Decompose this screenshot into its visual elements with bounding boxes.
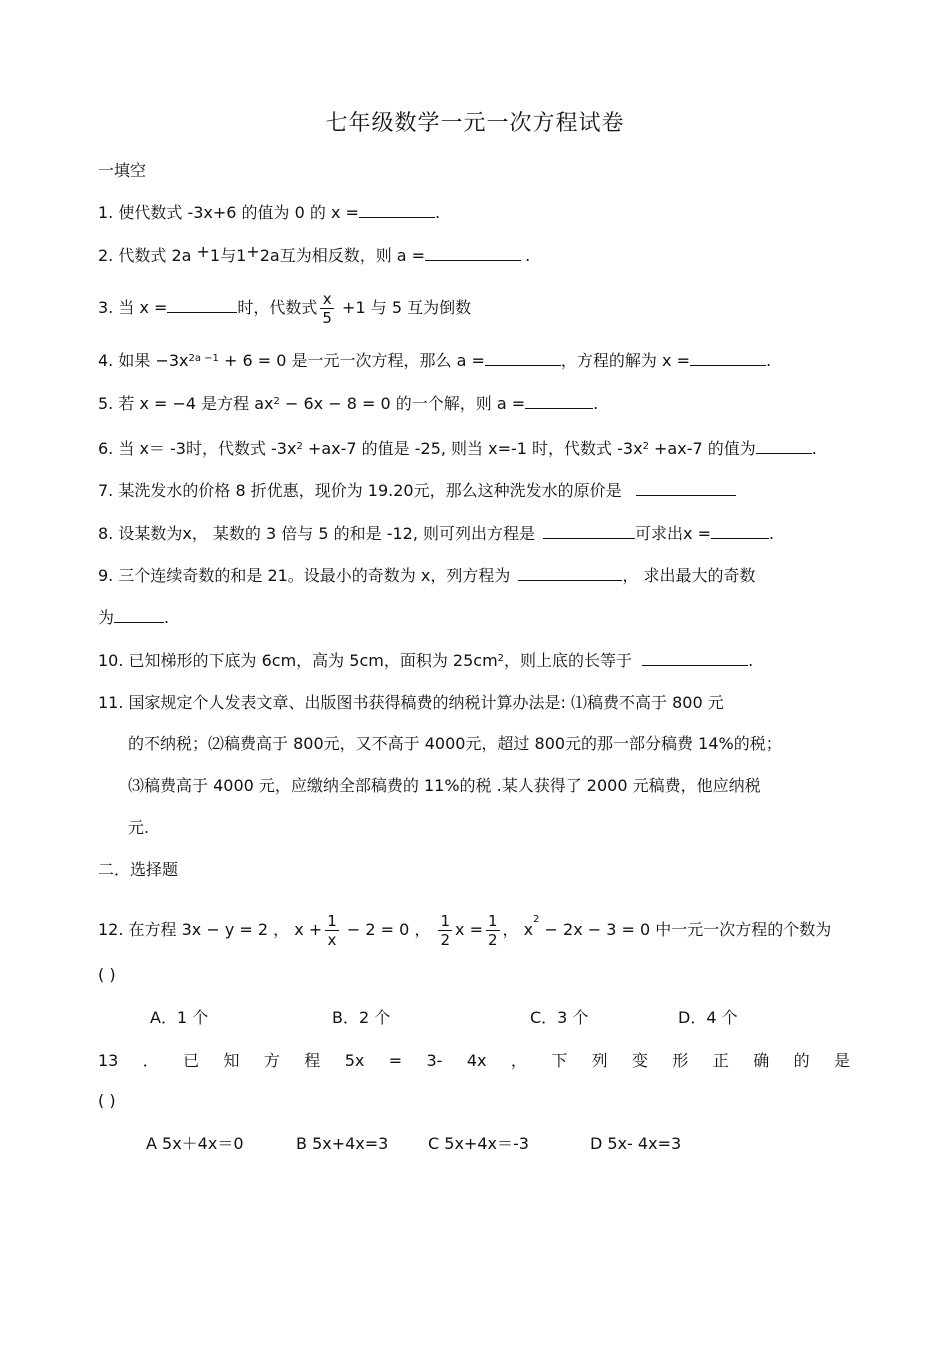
question-13: 13 ． 已 知 方 程 5x = 3- 4x ， 下 列 变 形 正 确 的 是 bbox=[98, 1051, 850, 1070]
section-choice-heading: 二．选择题 bbox=[98, 860, 179, 879]
fraction: $\frac{x}{5}$ bbox=[322, 290, 332, 327]
question-11-line-1: 11. 国家规定个人发表文章、出版图书获得稿费的纳税计算办法是: ⑴稿费不高于 800 元 bbox=[98, 693, 724, 712]
question-11-line-4: 元. bbox=[128, 818, 150, 837]
answer-blank bbox=[636, 481, 736, 496]
fraction: $\frac{1}{x}$ bbox=[327, 912, 337, 949]
question-9: 9. 三个连续奇数的和是 21。设最小的奇数为 x，列方程为 ， 求出最大的奇数 bbox=[98, 566, 756, 585]
fraction: $\frac{1}{2}$ bbox=[487, 912, 498, 949]
option-d: D 5x- 4x=3 bbox=[590, 1134, 682, 1153]
option-d: D．4 个 bbox=[678, 1008, 738, 1027]
question-3: 3. 当 x = 时，代数式 $\frac{x}{5}$ +1 与 5 互为倒数 bbox=[98, 290, 472, 327]
answer-blank bbox=[525, 394, 593, 409]
answer-parentheses: ( ) bbox=[98, 1091, 116, 1110]
answer-blank bbox=[359, 203, 435, 218]
answer-blank bbox=[425, 246, 521, 261]
option-c: C 5x+4x＝-3 bbox=[428, 1134, 529, 1153]
question-11-line-3: ⑶稿费高于 4000 元，应缴纳全部稿费的 11%的税 .某人获得了 2000 元稿费，他应纳税 bbox=[128, 776, 761, 795]
answer-blank bbox=[711, 524, 769, 539]
question-12-options bbox=[0, 1008, 738, 1028]
question-11-line-2: 的不纳税；⑵稿费高于 800元，又不高于 4000元，超过 800元的那一部分稿费 14%的税； bbox=[128, 734, 782, 753]
answer-blank bbox=[485, 351, 561, 366]
question-9-continued: 为 . bbox=[98, 608, 170, 627]
question-8: 8. 设某数为x， 某数的 3 倍与 5 的和是 -12, 则可列出方程是 可求出x = . bbox=[98, 524, 775, 543]
answer-blank bbox=[543, 524, 635, 539]
option-a: A 5x＋4x＝0 bbox=[146, 1134, 244, 1153]
question-12: 12. 在方程 3x − y = 2 ， x + $\frac{1}{x}$ − 2 = 0 ， $\frac{1}{2}$ x = $\frac{1}{2}$ ， $x^2 - 2x - 3 = 0$ 中一元一次方程的个数为 bbox=[98, 912, 832, 949]
question-6: 6. 当 x＝ -3时，代数式 $-3x^2 +ax-7$ 的值是 -25, 则当 x=-1 时，代数式 $-3x^2 +ax-7$ 的值为 . bbox=[98, 439, 817, 458]
option-b: B 5x+4x=3 bbox=[296, 1134, 389, 1153]
question-10: 10. 已知梯形的下底为 6cm，高为 5cm，面积为 $25cm^2$，则上底的长等于 . bbox=[98, 651, 754, 670]
answer-blank bbox=[114, 608, 164, 623]
question-4: 4. 如果 $-3x^{2a -1} + 6 = 0$ 是一元一次方程，那么 a = ，方程的解为 x = . bbox=[98, 351, 772, 370]
question-1: 1. 使代数式 -3x+6 的值为 0 的 x = . bbox=[98, 203, 441, 222]
question-5: 5. 若 x = −4 是方程 $ax^2 - 6x - 8 = 0$ 的一个解，则 a = . bbox=[98, 394, 599, 413]
option-a: A．1 个 bbox=[150, 1008, 209, 1027]
page-title: 七年级数学一元一次方程试卷 bbox=[325, 111, 625, 136]
option-b: B．2 个 bbox=[332, 1008, 391, 1027]
question-2: 2. 代数式 2a +1与1+2a互为相反数，则 a = . bbox=[98, 242, 531, 265]
answer-parentheses: ( ) bbox=[98, 965, 116, 984]
answer-blank bbox=[167, 298, 237, 313]
answer-blank bbox=[642, 651, 748, 666]
option-c: C．3 个 bbox=[530, 1008, 589, 1027]
answer-blank bbox=[690, 351, 766, 366]
section-fill-in-heading: 一填空 bbox=[98, 161, 147, 180]
question-13-options bbox=[0, 1134, 700, 1154]
question-7: 7. 某洗发水的价格 8 折优惠，现价为 19.20元，那么这种洗发水的原价是 bbox=[98, 481, 736, 501]
fraction: $\frac{1}{2}$ bbox=[440, 912, 451, 949]
answer-blank bbox=[756, 439, 812, 454]
answer-blank bbox=[518, 566, 622, 581]
